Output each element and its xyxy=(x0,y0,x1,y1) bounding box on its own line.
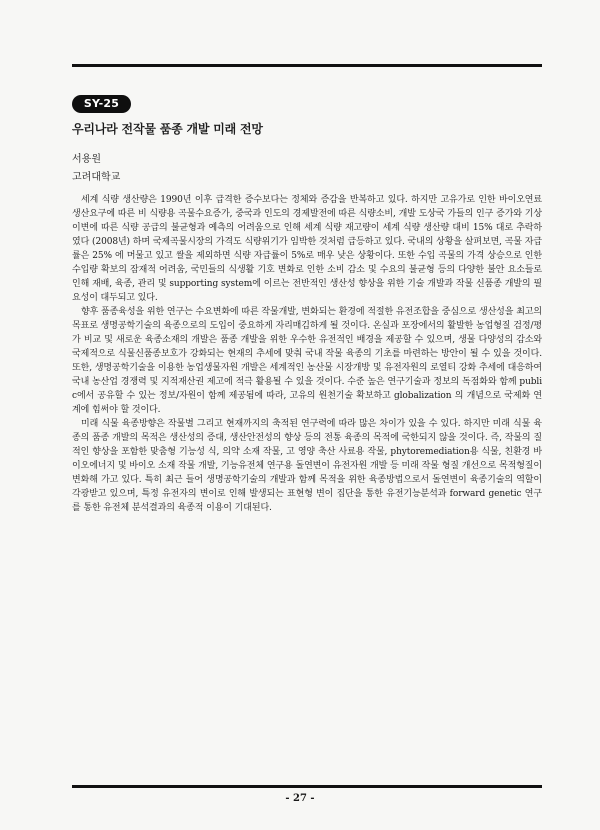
abstract-paragraph: 향후 품종육성을 위한 연구는 수요변화에 따른 작물개발, 변화되는 환경에 적절한 유전조합을 중심으로 생산성을 최고의 목표로 생명공학기술의 육종으로의 도입이 중요하게 자리매김하게 될 것이다. 온실과 포장에서의 활발한 농업형질 검정/평가 비교 및 새로운 육종소재의 개발은 품종 개발을 위한 우수한 유전적인 배경을 제공할 수 있으며, 생물 다양성의 감소와 국제적으로 식물신품종보호가 강화되는 현재의 추세에 맞춰 국내 작물 육종의 기초를 마련하는 방안이 될 수 있을 것이다. 또한, 생명공학기술을 이용한 농업생물자원 개발은 세계적인 농산물 시장개방 및 유전자원의 로열티 강화 추세에 대응하여 국내 농산업 경쟁력 및 지적재산권 제고에 적극 활용될 수 있을 것이다. 수준 높은 연구기술과 정보의 독점화와 함께 public에서 공유할 수 있는 정보/자원이 함께 제공됨에 따라, 고유의 원천기술 확보하고 globalization 의 개념으로 국제화 연계에 힘써야 할 것이다. xyxy=(72,307,542,415)
footer-rule xyxy=(72,785,542,788)
document-title: 우리나라 전작물 품종 개발 미래 전망 xyxy=(72,122,263,136)
abstract-body xyxy=(72,193,542,515)
abstract-paragraph: 미래 식물 육종방향은 작물별 그리고 현재까지의 축적된 연구력에 따라 많은 차이가 있을 수 있다. 하지만 미래 식물 육종의 품종 개발의 목적은 생산성의 증대, 생산안전성의 향상 등의 전통 육종의 목적에 국한되지 않을 것이다. 즉, 작물의 질적인 향상을 포함한 맞춤형 기능성 식, 의약 소재 작물, 고 영양 축산 사료용 작물, phytoremediation용 식물, 친환경 바이오에너지 및 바이오 소재 작물 개발, 기능유전체 연구용 돌연변이 유전자원 개발 등 미래 작물 형질 개선으로 목적형질이 변화해 가고 있다. 특히 최근 들어 생명공학기술의 개발과 함께 목적을 위한 육종방법으로서 돌연변이 육종기술의 역할이 각광받고 있으며, 특정 유전자의 변이로 인해 발생되는 표현형 변이 집단을 통한 유전기능분석과 forward genetic 연구를 통한 유전체 분석결과의 육종적 이용이 기대된다. xyxy=(72,419,542,513)
abstract-paragraph: 세계 식량 생산량은 1990년 이후 급격한 증수보다는 정체와 증감을 반복하고 있다. 하지만 고유가로 인한 바이오연료 생산요구에 따른 비 식량용 곡물수요증가, 중국과 인도의 경제발전에 따른 식량소비, 개발 도상국 가들의 인구 증가와 기상이변에 따른 식량 공급의 불균형과 예측의 어려움으로 인해 세계 식량 재고량이 세계 식량 생산량 대비 15% 대로 추락하였다 (2008년) 하며 국제곡물시장의 가격도 식량위기가 임박한 것처럼 급등하고 있다. 국내의 상황을 살펴보면, 곡물 자급률은 25% 에 머물고 있고 쌀을 제외하면 식량 자급률이 5%로 매우 낮은 상황이다. 또한 수입 곡물의 가격 상승으로 인한 수입량 확보의 잠재적 어려움, 국민들의 식생활 기호 변화로 인한 소비 감소 및 수요의 불균형 등의 다양한 불안 요소들로 인해 재배, 육종, 관리 및 supporting system에 이르는 전반적인 생산성 향상을 위한 기술 개발과 작물 신품종 개발의 필요성이 대두되고 있다. xyxy=(72,195,542,303)
author-name: 서용원 xyxy=(72,154,101,165)
session-badge: SY-25 xyxy=(72,95,131,113)
page-number: - 27 - xyxy=(285,793,315,804)
author-affiliation: 고려대학교 xyxy=(72,172,121,183)
header-rule xyxy=(72,64,542,67)
